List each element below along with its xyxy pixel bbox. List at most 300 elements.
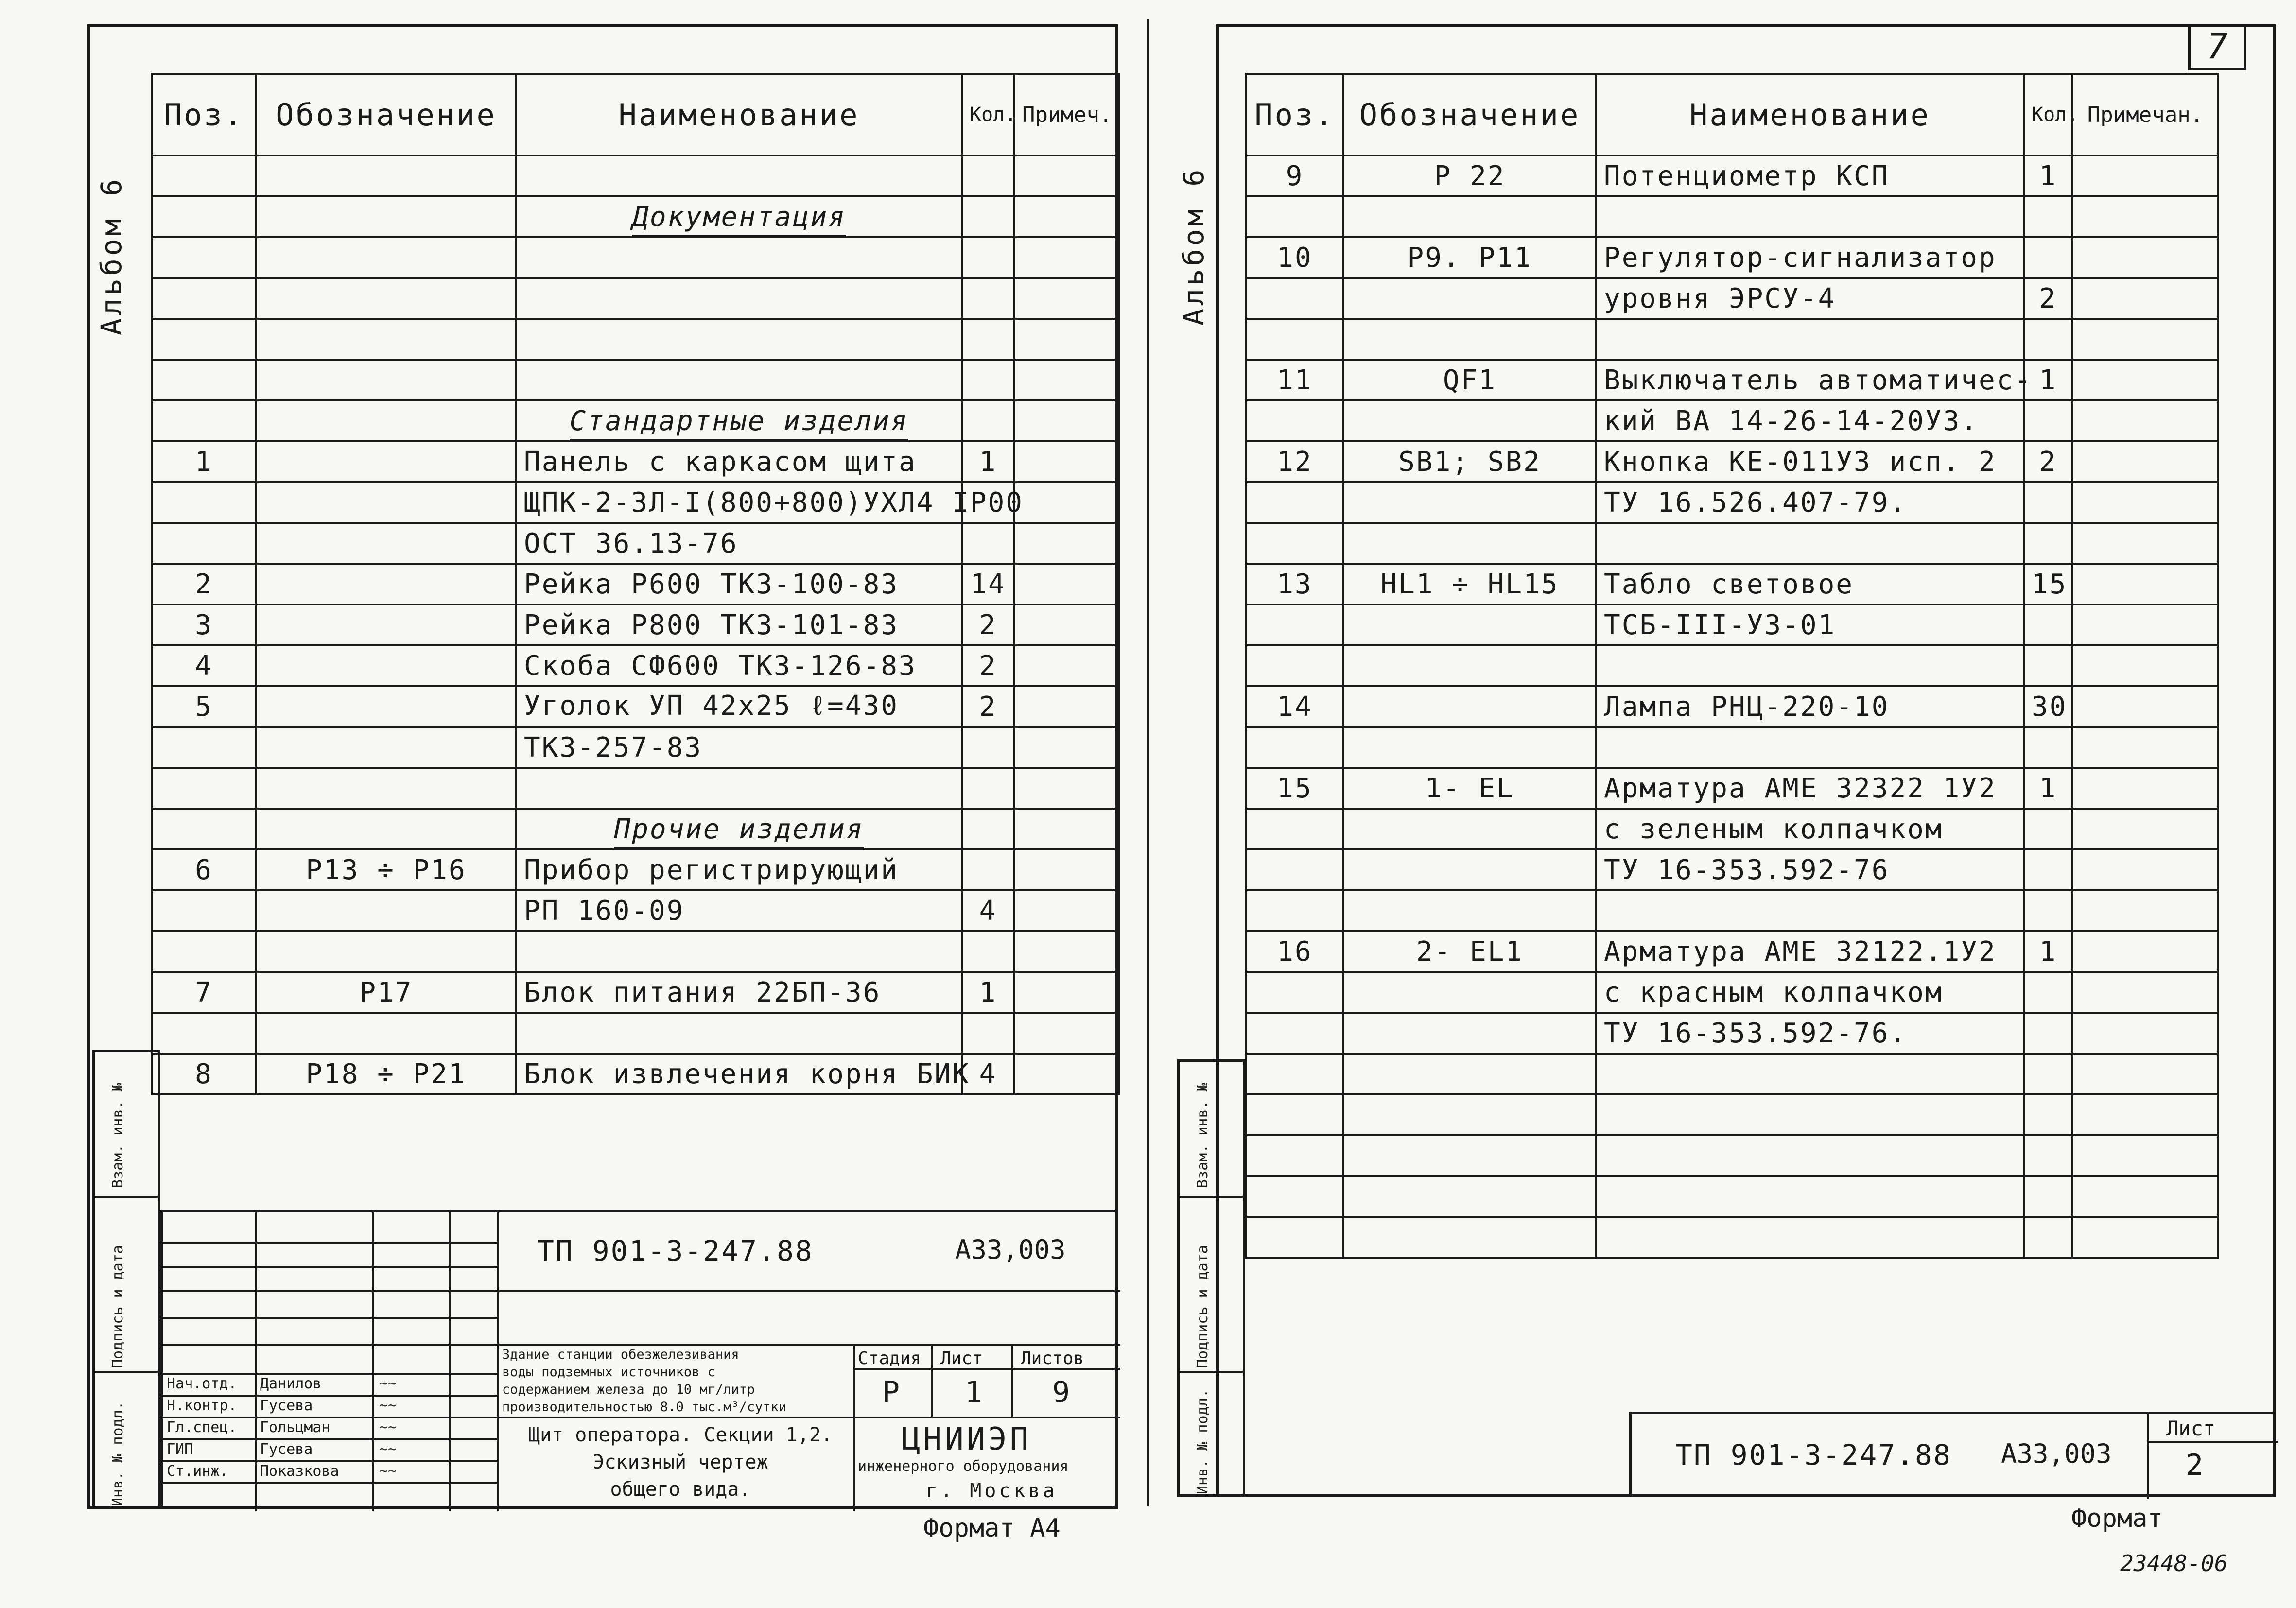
row-pos-cell (1246, 605, 1343, 645)
row-qty-cell (962, 319, 1014, 360)
row-qty-cell: 15 (2024, 564, 2072, 605)
sheet-label: Лист (940, 1349, 983, 1368)
row-designation-cell (1343, 890, 1596, 931)
row-qty-cell: 1 (2024, 768, 2072, 809)
row-name-cell: с зеленым колпачком (1596, 809, 2024, 849)
row-qty-cell (962, 360, 1014, 400)
table-row (1246, 727, 2218, 768)
row-designation-cell: QF1 (1343, 360, 1596, 400)
row-designation-cell (1343, 1135, 1596, 1176)
row-note-cell (1014, 972, 1119, 1013)
doc-code-right: ТП 901-3-247.88 (1675, 1438, 1952, 1471)
table-row (152, 156, 1119, 196)
table-body-right (1246, 156, 2218, 1258)
row-pos-cell: 3 (152, 605, 256, 645)
row-name-cell (1596, 727, 2024, 768)
row-designation-cell (1343, 645, 1596, 686)
row-name-cell (516, 319, 962, 360)
row-designation-cell (256, 196, 516, 237)
organization-city: г. Москва (926, 1480, 1058, 1502)
row-note-cell (1014, 523, 1119, 564)
row-designation-cell (1343, 1094, 1596, 1135)
row-note-cell (2072, 1013, 2218, 1054)
table-row (152, 523, 1119, 564)
row-qty-cell (962, 727, 1014, 768)
row-note-cell (1014, 156, 1119, 196)
col-name-header: Наименование (516, 74, 962, 156)
row-pos-cell: 1 (152, 441, 256, 482)
col-note-header: Примечан. (2072, 74, 2218, 156)
row-qty-cell (962, 523, 1014, 564)
row-qty-cell (962, 196, 1014, 237)
row-designation-cell (1343, 686, 1596, 727)
row-pos-cell (1246, 196, 1343, 237)
right-sheet (1148, 0, 2296, 1608)
row-qty-cell: 2 (962, 645, 1014, 686)
table-row (1246, 1094, 2218, 1135)
row-qty-cell (962, 400, 1014, 441)
row-designation-cell (1343, 809, 1596, 849)
description-line: содержанием железа до 10 мг/литр (502, 1382, 755, 1397)
table-row (1246, 972, 2218, 1013)
row-note-cell (2072, 1176, 2218, 1217)
description-line: воды подземных источников с (502, 1365, 715, 1380)
row-pos-cell: 8 (152, 1054, 256, 1094)
row-qty-cell: 4 (962, 890, 1014, 931)
row-designation-cell (1343, 1013, 1596, 1054)
row-name-cell: Кнопка КЕ-011У3 исп. 2 (1596, 441, 2024, 482)
building-description (502, 1346, 852, 1416)
table-row (1246, 360, 2218, 400)
row-name-cell: ОСТ 36.13-76 (516, 523, 962, 564)
row-note-cell (2072, 809, 2218, 849)
sheet-value: 1 (965, 1375, 983, 1409)
table-header-row (1246, 74, 2218, 156)
row-pos-cell (1246, 1054, 1343, 1094)
stamp-strip-right (1177, 1059, 1245, 1497)
row-name-cell: Уголок УП 42x25 ℓ=430 (516, 686, 962, 727)
row-qty-cell (2024, 890, 2072, 931)
row-name-cell: с красным колпачком (1596, 972, 2024, 1013)
table-row (1246, 645, 2218, 686)
row-designation-cell (256, 1013, 516, 1054)
row-pos-cell: 11 (1246, 360, 1343, 400)
row-pos-cell: 16 (1246, 931, 1343, 972)
table-row (1246, 441, 2218, 482)
table-row (152, 1054, 1119, 1094)
row-pos-cell: 7 (152, 972, 256, 1013)
row-designation-cell (256, 931, 516, 972)
sheet-title-line: общего вида. (610, 1478, 751, 1501)
table-row (1246, 156, 2218, 196)
row-qty-cell: 2 (2024, 441, 2072, 482)
row-qty-cell: 2 (2024, 278, 2072, 319)
row-name-cell: Регулятор-сигнализатор (1596, 237, 2024, 278)
archive-number: 23448-06 (2120, 1550, 2228, 1576)
table-row (1246, 278, 2218, 319)
row-name-cell (516, 156, 962, 196)
row-note-cell (2072, 931, 2218, 972)
table-row (1246, 890, 2218, 931)
table-row (152, 319, 1119, 360)
row-note-cell (1014, 1013, 1119, 1054)
row-designation-cell (256, 768, 516, 809)
row-qty-cell: 14 (962, 564, 1014, 605)
row-pos-cell (152, 482, 256, 523)
stamp-field-signature: Подпись и дата (1194, 1245, 1211, 1368)
table-row (152, 809, 1119, 849)
sheet-label-right: Лист (2166, 1417, 2216, 1440)
row-note-cell (1014, 890, 1119, 931)
row-qty-cell (2024, 1013, 2072, 1054)
row-name-cell (516, 360, 962, 400)
album-code-right: А33,003 (2001, 1438, 2112, 1469)
col-name-header: Наименование (1596, 74, 2024, 156)
signer-name: Гусева (260, 1397, 313, 1414)
row-note-cell (1014, 237, 1119, 278)
signer-role: Гл.спец. (167, 1419, 237, 1436)
col-pos-header: Поз. (152, 74, 256, 156)
table-row (152, 931, 1119, 972)
row-name-cell: кий ВА 14-26-14-20У3. (1596, 400, 2024, 441)
row-pos-cell: 15 (1246, 768, 1343, 809)
table-row (1246, 523, 2218, 564)
row-pos-cell (152, 196, 256, 237)
row-pos-cell (1246, 482, 1343, 523)
stamp-field-inventory: Инв. № подл. (109, 1401, 126, 1506)
row-note-cell (2072, 360, 2218, 400)
row-pos-cell (152, 360, 256, 400)
row-note-cell (1014, 564, 1119, 605)
signer-name: Показкова (260, 1463, 339, 1480)
table-row (152, 441, 1119, 482)
table-row (152, 237, 1119, 278)
row-pos-cell (1246, 645, 1343, 686)
row-pos-cell (1246, 1217, 1343, 1258)
section-heading: Стандартные изделия (570, 405, 909, 441)
row-qty-cell: 2 (962, 686, 1014, 727)
row-qty-cell (2024, 1135, 2072, 1176)
row-pos-cell (1246, 727, 1343, 768)
title-block-left (160, 1210, 1118, 1509)
table-row (1246, 482, 2218, 523)
row-note-cell (2072, 1217, 2218, 1258)
row-qty-cell: 30 (2024, 686, 2072, 727)
row-name-cell (516, 809, 962, 849)
row-qty-cell (962, 931, 1014, 972)
signature-mark: ~~ (379, 1375, 397, 1392)
row-designation-cell: Р13 ÷ Р16 (256, 849, 516, 890)
table-row (1246, 400, 2218, 441)
table-row (1246, 196, 2218, 237)
row-name-cell (1596, 196, 2024, 237)
row-pos-cell (152, 278, 256, 319)
row-pos-cell (152, 319, 256, 360)
row-name-cell (516, 278, 962, 319)
col-pos-header: Поз. (1246, 74, 1343, 156)
format-label-right: Формат (2071, 1504, 2163, 1533)
doc-code: ТП 901-3-247.88 (537, 1234, 814, 1267)
table-row (152, 1013, 1119, 1054)
page-number: 7 (2188, 24, 2246, 70)
row-pos-cell (152, 727, 256, 768)
table-row (152, 605, 1119, 645)
row-designation-cell: HL1 ÷ HL15 (1343, 564, 1596, 605)
row-name-cell: ТУ 16-353.592-76. (1596, 1013, 2024, 1054)
row-designation-cell (1343, 278, 1596, 319)
table-row (1246, 237, 2218, 278)
row-designation-cell (1343, 1217, 1596, 1258)
table-row (152, 564, 1119, 605)
row-note-cell (2072, 605, 2218, 645)
table-row (1246, 564, 2218, 605)
row-pos-cell (1246, 400, 1343, 441)
row-designation-cell: 2- EL1 (1343, 931, 1596, 972)
row-qty-cell (2024, 1094, 2072, 1135)
row-name-cell: Панель с каркасом щита (516, 441, 962, 482)
row-designation-cell (1343, 972, 1596, 1013)
table-body-left (152, 156, 1119, 1094)
row-note-cell (2072, 972, 2218, 1013)
row-name-cell (516, 1013, 962, 1054)
row-qty-cell: 1 (2024, 360, 2072, 400)
row-name-cell (1596, 1135, 2024, 1176)
row-note-cell (2072, 237, 2218, 278)
row-note-cell (2072, 441, 2218, 482)
row-pos-cell (1246, 1013, 1343, 1054)
col-qty-header: Кол. (962, 74, 1014, 156)
section-heading: Документация (632, 201, 846, 237)
row-designation-cell (256, 278, 516, 319)
row-note-cell (1014, 645, 1119, 686)
row-designation-cell (1343, 727, 1596, 768)
table-row (1246, 1013, 2218, 1054)
col-designation-header: Обозначение (256, 74, 516, 156)
row-name-cell: ЩПК-2-3Л-I(800+800)УХЛ4 IP00 (516, 482, 962, 523)
stamp-field-replacement: Взам. инв. № (1194, 1083, 1211, 1188)
row-pos-cell: 2 (152, 564, 256, 605)
row-note-cell (1014, 196, 1119, 237)
table-row (1246, 768, 2218, 809)
table-row (1246, 605, 2218, 645)
row-note-cell (2072, 523, 2218, 564)
signature-mark: ~~ (379, 1463, 397, 1480)
table-row (152, 849, 1119, 890)
row-designation-cell (256, 319, 516, 360)
row-pos-cell (152, 156, 256, 196)
row-note-cell (2072, 727, 2218, 768)
row-designation-cell (1343, 1054, 1596, 1094)
row-qty-cell: 1 (962, 441, 1014, 482)
row-qty-cell (962, 237, 1014, 278)
row-name-cell (516, 196, 962, 237)
signature-mark: ~~ (379, 1419, 397, 1436)
stage-label: Стадия (858, 1349, 922, 1368)
row-pos-cell (1246, 319, 1343, 360)
sheets-label: Листов (1021, 1349, 1084, 1368)
row-designation-cell: Р17 (256, 972, 516, 1013)
row-pos-cell (1246, 278, 1343, 319)
signature-mark: ~~ (379, 1441, 397, 1458)
row-note-cell (2072, 645, 2218, 686)
row-qty-cell: 4 (962, 1054, 1014, 1094)
sheet-title (513, 1421, 848, 1503)
row-designation-cell (1343, 400, 1596, 441)
row-note-cell (1014, 400, 1119, 441)
stamp-field-inventory: Инв. № подл. (1194, 1389, 1211, 1494)
row-name-cell: Потенциометр КСП (1596, 156, 2024, 196)
row-name-cell (1596, 1054, 2024, 1094)
row-note-cell (1014, 849, 1119, 890)
row-qty-cell (2024, 1054, 2072, 1094)
row-pos-cell (152, 1013, 256, 1054)
row-pos-cell (152, 890, 256, 931)
description-line: Здание станции обезжелезивания (502, 1347, 739, 1362)
row-pos-cell: 9 (1246, 156, 1343, 196)
row-pos-cell (152, 237, 256, 278)
sheets-value: 9 (1052, 1375, 1070, 1409)
row-name-cell: Рейка Р800 ТК3-101-83 (516, 605, 962, 645)
row-pos-cell (1246, 849, 1343, 890)
table-row (1246, 319, 2218, 360)
row-designation-cell (1343, 1176, 1596, 1217)
row-note-cell (2072, 768, 2218, 809)
row-name-cell: Арматура АМЕ 32122.1У2 (1596, 931, 2024, 972)
row-pos-cell (1246, 523, 1343, 564)
row-name-cell (1596, 645, 2024, 686)
row-qty-cell (962, 768, 1014, 809)
row-qty-cell (962, 156, 1014, 196)
table-row (152, 727, 1119, 768)
row-pos-cell (152, 931, 256, 972)
row-qty-cell (962, 1013, 1014, 1054)
row-pos-cell: 10 (1246, 237, 1343, 278)
row-name-cell (516, 400, 962, 441)
row-note-cell (1014, 605, 1119, 645)
specification-table-left (151, 73, 1120, 1095)
row-designation-cell: Р18 ÷ Р21 (256, 1054, 516, 1094)
signer-name: Гольцман (260, 1419, 330, 1436)
row-note-cell (1014, 441, 1119, 482)
album-side-label: Альбом 6 (95, 176, 128, 335)
row-note-cell (1014, 360, 1119, 400)
row-note-cell (2072, 1094, 2218, 1135)
row-qty-cell: 2 (962, 605, 1014, 645)
row-qty-cell (2024, 196, 2072, 237)
album-code: А33,003 (955, 1234, 1066, 1265)
table-row (1246, 1217, 2218, 1258)
table-row (152, 278, 1119, 319)
row-note-cell (1014, 727, 1119, 768)
row-designation-cell (1343, 196, 1596, 237)
row-note-cell (2072, 319, 2218, 360)
row-note-cell (2072, 482, 2218, 523)
row-designation-cell (256, 727, 516, 768)
table-row (152, 645, 1119, 686)
row-name-cell: Блок питания 22БП-36 (516, 972, 962, 1013)
table-row (152, 196, 1119, 237)
row-designation-cell (256, 564, 516, 605)
row-name-cell (1596, 319, 2024, 360)
row-qty-cell (962, 809, 1014, 849)
row-designation-cell (256, 523, 516, 564)
row-name-cell (516, 768, 962, 809)
format-label: Формат А4 (923, 1514, 1061, 1543)
table-row (152, 768, 1119, 809)
row-pos-cell (152, 523, 256, 564)
stamp-field-replacement: Взам. инв. № (109, 1083, 126, 1188)
row-designation-cell (256, 645, 516, 686)
row-qty-cell (2024, 400, 2072, 441)
row-name-cell (1596, 1094, 2024, 1135)
signer-role: Н.контр. (167, 1397, 237, 1414)
signer-role: ГИП (167, 1441, 193, 1458)
stage-value: Р (882, 1375, 900, 1409)
row-designation-cell: Р 22 (1343, 156, 1596, 196)
row-note-cell (2072, 400, 2218, 441)
row-pos-cell (152, 809, 256, 849)
specification-table-right (1245, 73, 2219, 1259)
row-name-cell: Прибор регистрирующий (516, 849, 962, 890)
row-designation-cell (256, 686, 516, 727)
sheet-value-right: 2 (2186, 1448, 2204, 1482)
row-pos-cell (1246, 1135, 1343, 1176)
row-designation-cell (256, 441, 516, 482)
row-qty-cell: 1 (2024, 931, 2072, 972)
row-note-cell (1014, 1054, 1119, 1094)
signer-role: Ст.инж. (167, 1463, 228, 1480)
row-designation-cell: Р9. Р11 (1343, 237, 1596, 278)
row-note-cell (1014, 686, 1119, 727)
row-pos-cell: 5 (152, 686, 256, 727)
description-line: производительностью 8.0 тыс.м³/сутки (502, 1400, 787, 1415)
row-name-cell: ТУ 16.526.407-79. (1596, 482, 2024, 523)
row-qty-cell (2024, 849, 2072, 890)
row-note-cell (2072, 1135, 2218, 1176)
row-note-cell (1014, 931, 1119, 972)
row-name-cell (1596, 1176, 2024, 1217)
signer-role: Нач.отд. (167, 1375, 237, 1392)
row-name-cell: РП 160-09 (516, 890, 962, 931)
section-heading: Прочие изделия (614, 813, 864, 849)
row-designation-cell: 1- EL (1343, 768, 1596, 809)
row-designation-cell (256, 400, 516, 441)
row-name-cell (1596, 1217, 2024, 1258)
row-pos-cell (1246, 1176, 1343, 1217)
row-designation-cell (1343, 319, 1596, 360)
row-qty-cell: 1 (2024, 156, 2072, 196)
table-row (1246, 686, 2218, 727)
col-qty-header: Кол. (2024, 74, 2072, 156)
row-pos-cell: 4 (152, 645, 256, 686)
row-qty-cell (2024, 237, 2072, 278)
row-name-cell: ТУ 16-353.592-76 (1596, 849, 2024, 890)
table-row (1246, 809, 2218, 849)
organization-subtitle: инженерного оборудования (858, 1458, 1069, 1475)
row-designation-cell (1343, 605, 1596, 645)
row-pos-cell: 6 (152, 849, 256, 890)
row-pos-cell: 12 (1246, 441, 1343, 482)
row-name-cell: Арматура АМЕ 32322 1У2 (1596, 768, 2024, 809)
row-designation-cell (1343, 482, 1596, 523)
stamp-strip-left (92, 1050, 160, 1509)
table-row (1246, 1135, 2218, 1176)
table-row (152, 400, 1119, 441)
row-note-cell (1014, 319, 1119, 360)
row-pos-cell (1246, 972, 1343, 1013)
row-note-cell (1014, 482, 1119, 523)
table-row (152, 360, 1119, 400)
